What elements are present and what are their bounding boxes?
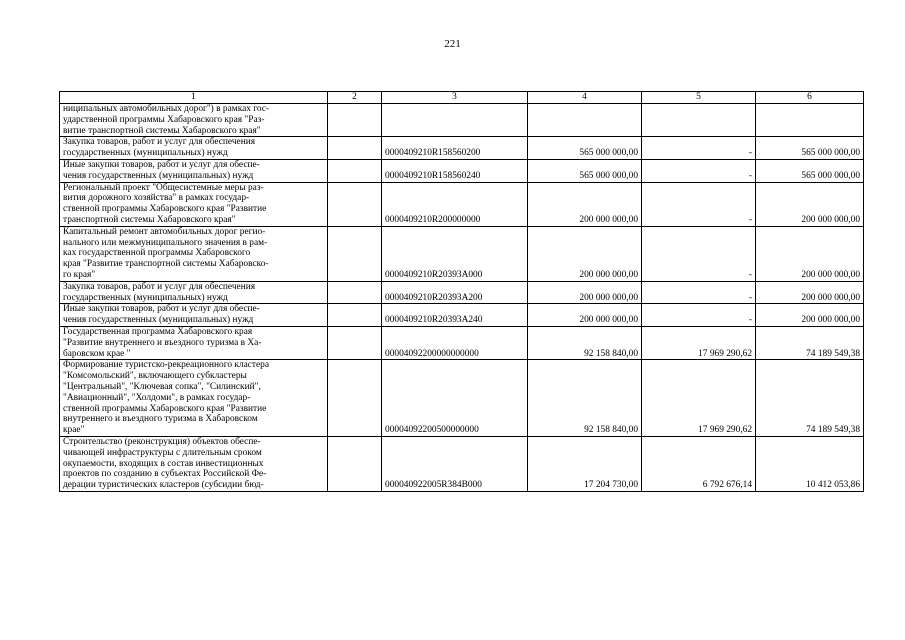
- row-name-cell: [60, 159, 328, 182]
- row-code-cell: [382, 104, 528, 137]
- row-value-4-cell: 200 000 000,00: [528, 226, 642, 281]
- row-value-6-cell: 200 000 000,00: [756, 304, 864, 327]
- row-name-line: Капитальный ремонт автомобильных дорог регио-: [63, 226, 266, 237]
- row-name-cell: [60, 326, 328, 359]
- row-value-5-cell: -: [642, 304, 756, 327]
- row-col2-cell: [328, 326, 382, 359]
- row-name-line: "Авиационный", "Холдоми", в рамках государ-: [63, 392, 251, 403]
- row-name-line: окупаемости, входящих в состав инвестиционных: [63, 458, 264, 469]
- row-value-5-cell: -: [642, 159, 756, 182]
- row-name-line: государственных (муниципальных) нужд: [63, 148, 228, 159]
- row-value-6-cell: [756, 104, 864, 137]
- column-header-1: 1: [60, 92, 328, 104]
- row-value-5-cell: 17 969 290,62: [642, 360, 756, 437]
- row-name-line: ственной программы Хабаровского края "Развитие: [63, 204, 267, 215]
- row-col2-cell: [328, 159, 382, 182]
- row-name-line: го края": [63, 269, 96, 280]
- row-name-line: ударственной программы Хабаровского края "Раз-: [63, 114, 265, 125]
- row-name-line: чения государственных (муниципальных) нужд: [63, 170, 254, 181]
- row-name-cell: [60, 360, 328, 437]
- row-value-5-cell: -: [642, 281, 756, 304]
- row-name-line: крае": [63, 425, 85, 436]
- table-row: [60, 360, 864, 437]
- row-value-4-cell: 565 000 000,00: [528, 159, 642, 182]
- row-value-6-cell: 565 000 000,00: [756, 137, 864, 160]
- row-value-6-cell: 200 000 000,00: [756, 226, 864, 281]
- row-code-cell: 0000409210R20393A240: [382, 304, 528, 327]
- row-value-5-cell: 17 969 290,62: [642, 326, 756, 359]
- row-name-line: "Развитие внутреннего и въездного туризма в Ха-: [63, 337, 262, 348]
- row-code-cell: 00004092200000000000: [382, 326, 528, 359]
- column-header-5: 5: [642, 92, 756, 104]
- row-code-cell: 0000409210R158560240: [382, 159, 528, 182]
- row-value-5-cell: -: [642, 226, 756, 281]
- row-name-line: чения государственных (муниципальных) нужд: [63, 315, 254, 326]
- row-code-cell: 000040922005R384B000: [382, 436, 528, 491]
- row-name-line: Закупка товаров, работ и услуг для обеспечения: [63, 281, 256, 292]
- row-name-line: Закупка товаров, работ и услуг для обеспечения: [63, 137, 256, 148]
- column-header-2: 2: [328, 92, 382, 104]
- row-name-line: края "Развитие транспортной системы Хабаровско-: [63, 259, 269, 270]
- row-value-4-cell: 200 000 000,00: [528, 281, 642, 304]
- row-value-4-cell: 17 204 730,00: [528, 436, 642, 491]
- row-col2-cell: [328, 137, 382, 160]
- column-header-6: 6: [756, 92, 864, 104]
- row-value-5-cell: -: [642, 182, 756, 226]
- row-name-line: ственной программы Хабаровского края "Развитие: [63, 403, 267, 414]
- row-name-cell: [60, 281, 328, 304]
- row-value-6-cell: 200 000 000,00: [756, 281, 864, 304]
- row-name-line: нального или межмуниципального значения в рам-: [63, 237, 268, 248]
- row-value-4-cell: 565 000 000,00: [528, 137, 642, 160]
- table-row: [60, 436, 864, 491]
- row-col2-cell: [328, 436, 382, 491]
- row-col2-cell: [328, 304, 382, 327]
- row-name-line: ниципальных автомобильных дорог") в рамках гос-: [63, 104, 270, 114]
- row-value-6-cell: 74 189 549,38: [756, 360, 864, 437]
- row-value-6-cell: 200 000 000,00: [756, 182, 864, 226]
- table-row: [60, 182, 864, 226]
- row-value-4-cell: 200 000 000,00: [528, 304, 642, 327]
- row-name-line: государственных (муниципальных) нужд: [63, 292, 228, 303]
- budget-table: [59, 91, 864, 492]
- row-value-4-cell: 92 158 840,00: [528, 326, 642, 359]
- row-name-line: внутреннего и въездного туризма в Хабаровском: [63, 414, 258, 425]
- row-name-line: Иные закупки товаров, работ и услуг для обеспе-: [63, 304, 260, 315]
- row-name-cell: [60, 226, 328, 281]
- row-name-line: "Комсомольский", включающего субкластеры: [63, 371, 247, 382]
- row-name-cell: [60, 182, 328, 226]
- row-name-line: чивающей инфраструктуры с длительным сроком: [63, 447, 262, 458]
- row-value-4-cell: [528, 104, 642, 137]
- row-name-line: Иные закупки товаров, работ и услуг для обеспе-: [63, 159, 260, 170]
- row-value-6-cell: 565 000 000,00: [756, 159, 864, 182]
- row-name-line: транспортной системы Хабаровского края": [63, 214, 236, 225]
- row-name-line: Государственная программа Хабаровского края: [63, 326, 253, 337]
- row-col2-cell: [328, 104, 382, 137]
- table-row: [60, 326, 864, 359]
- row-value-5-cell: 6 792 676,14: [642, 436, 756, 491]
- row-name-line: Строительство (реконструкция) объектов обеспе-: [63, 436, 261, 447]
- row-code-cell: 0000409210R20393A000: [382, 226, 528, 281]
- column-header-4: 4: [528, 92, 642, 104]
- table-header-row: [60, 92, 864, 104]
- row-name-line: ках государственной программы Хабаровского: [63, 248, 251, 259]
- page-number: 221: [444, 38, 461, 50]
- table-row: [60, 159, 864, 182]
- table-row: [60, 137, 864, 160]
- row-code-cell: 0000409210R158560200: [382, 137, 528, 160]
- row-code-cell: 0000409210R200000000: [382, 182, 528, 226]
- row-name-line: "Центральный", "Ключевая сопка", "Силинский",: [63, 381, 261, 392]
- row-name-line: дерации туристических кластеров (субсидии бюд-: [63, 480, 264, 491]
- row-value-4-cell: 92 158 840,00: [528, 360, 642, 437]
- row-name-line: Региональный проект "Общесистемные меры раз-: [63, 182, 264, 193]
- row-name-cell: [60, 137, 328, 160]
- row-code-cell: 00004092200500000000: [382, 360, 528, 437]
- row-name-line: витие транспортной системы Хабаровского края": [63, 125, 261, 136]
- row-name-cell: [60, 304, 328, 327]
- table-row: [60, 304, 864, 327]
- row-name-cell: [60, 436, 328, 491]
- row-col2-cell: [328, 281, 382, 304]
- row-col2-cell: [328, 360, 382, 437]
- row-name-line: проектов по созданию в субъектах Российской Фе-: [63, 469, 267, 480]
- table-row: [60, 226, 864, 281]
- row-code-cell: 0000409210R20393A200: [382, 281, 528, 304]
- row-name-cell: [60, 104, 328, 137]
- row-name-line: Формирование туристско-рекреационного кластера: [63, 360, 270, 371]
- table-row: [60, 281, 864, 304]
- row-value-6-cell: 74 189 549,38: [756, 326, 864, 359]
- row-value-4-cell: 200 000 000,00: [528, 182, 642, 226]
- row-col2-cell: [328, 182, 382, 226]
- row-name-line: баровском крае ": [63, 348, 131, 359]
- row-col2-cell: [328, 226, 382, 281]
- column-header-3: 3: [382, 92, 528, 104]
- table-row: [60, 104, 864, 137]
- row-name-line: вития дорожного хозяйства" в рамках государ-: [63, 193, 250, 204]
- row-value-6-cell: 10 412 053,86: [756, 436, 864, 491]
- row-value-5-cell: [642, 104, 756, 137]
- row-value-5-cell: -: [642, 137, 756, 160]
